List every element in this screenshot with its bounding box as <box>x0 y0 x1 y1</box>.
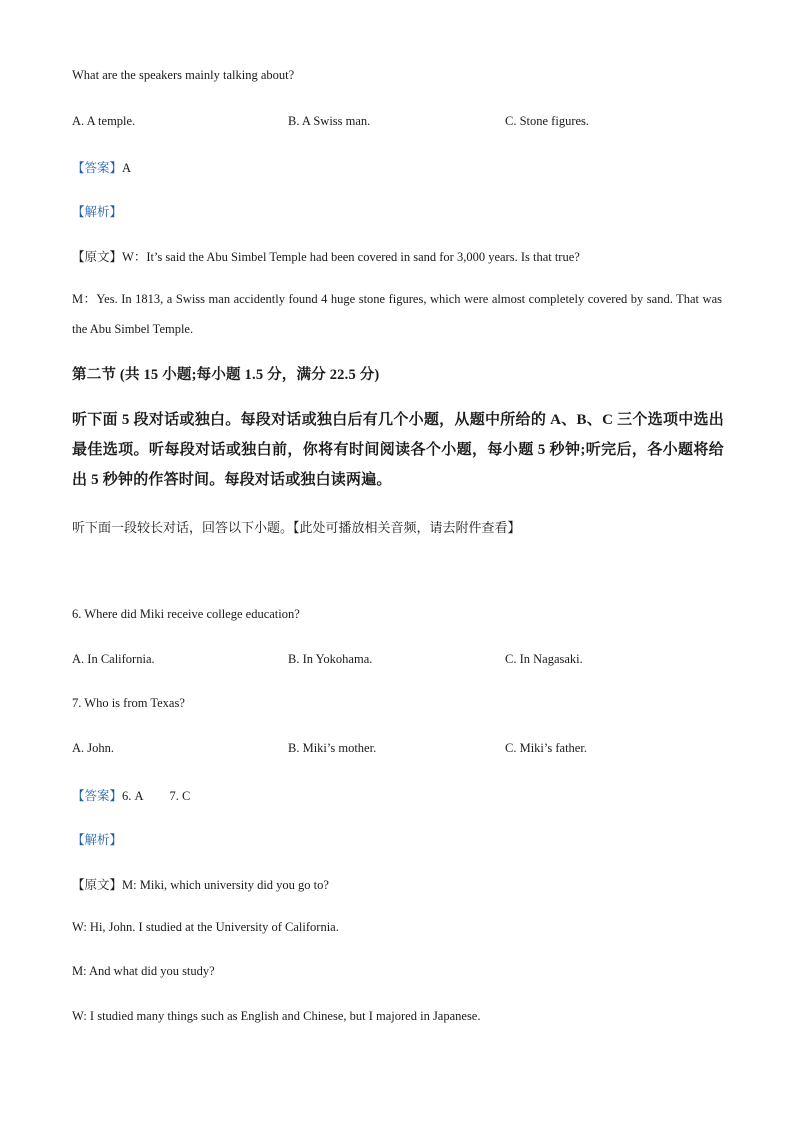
answer-line <box>72 158 131 176</box>
option-a: A. John. <box>72 741 115 755</box>
option-b: B. In Yokohama. <box>288 652 373 666</box>
script-text: M: Miki, which university did you go to? <box>122 878 329 892</box>
answers-line <box>72 786 190 804</box>
script-line-3: M: And what did you study? <box>72 964 215 978</box>
answer-6: 6. A <box>122 789 144 803</box>
script-tag: 【原文】 <box>72 250 123 264</box>
script-line-m: M：Yes. In 1813, a Swiss man accidently found 4 huge stone figures, which were almost completely covered by sand. That was the Abu Simbel Temple. <box>72 292 722 336</box>
option-b: B. Miki’s mother. <box>288 741 377 755</box>
script-line-2: W: Hi, John. I studied at the University of California. <box>72 920 339 934</box>
answer-tag: 【答案】 <box>72 789 123 803</box>
answer-value: A <box>122 161 132 175</box>
section-title: 第二节 (共 15 小题;每小题 1.5 分，满分 22.5 分) <box>72 367 380 383</box>
option-a: A. In California. <box>72 652 155 666</box>
option-c: C. Stone figures. <box>505 114 590 128</box>
question-text: 7. Who is from Texas? <box>72 696 185 710</box>
question-text: 6. Where did Miki receive college education? <box>72 607 300 621</box>
script-tag: 【原文】 <box>72 878 123 892</box>
answer-7: 7. C <box>169 789 191 803</box>
option-c: C. In Nagasaki. <box>505 652 583 666</box>
script-line-1 <box>72 875 329 893</box>
answer-tag: 【答案】 <box>72 161 123 175</box>
script-line-w <box>72 247 580 265</box>
analysis-tag: 【解析】 <box>72 205 123 219</box>
section-instructions: 听下面 5 段对话或独白。每段对话或独白后有几个小题，从题中所给的 A、B、C 三个选项中选出最佳选项。听每段对话或独白前，你将有时间阅读各个小题，每小题 5 秒钟;听完后，各小题将给出 5 秒钟的作答时间。每段对话或独白读两遍。 <box>72 412 724 488</box>
option-a: A. A temple. <box>72 114 136 128</box>
analysis-tag: 【解析】 <box>72 833 123 847</box>
listening-note: 听下面一段较长对话，回答以下小题。【此处可播放相关音频，请去附件查看】 <box>72 520 521 535</box>
script-line-4: W: I studied many things such as English and Chinese, but I majored in Japanese. <box>72 1009 481 1023</box>
option-b: B. A Swiss man. <box>288 114 371 128</box>
script-text: W：It’s said the Abu Simbel Temple had been covered in sand for 3,000 years. Is that true? <box>122 250 580 264</box>
option-c: C. Miki’s father. <box>505 741 587 755</box>
question-text: What are the speakers mainly talking about? <box>72 68 295 82</box>
